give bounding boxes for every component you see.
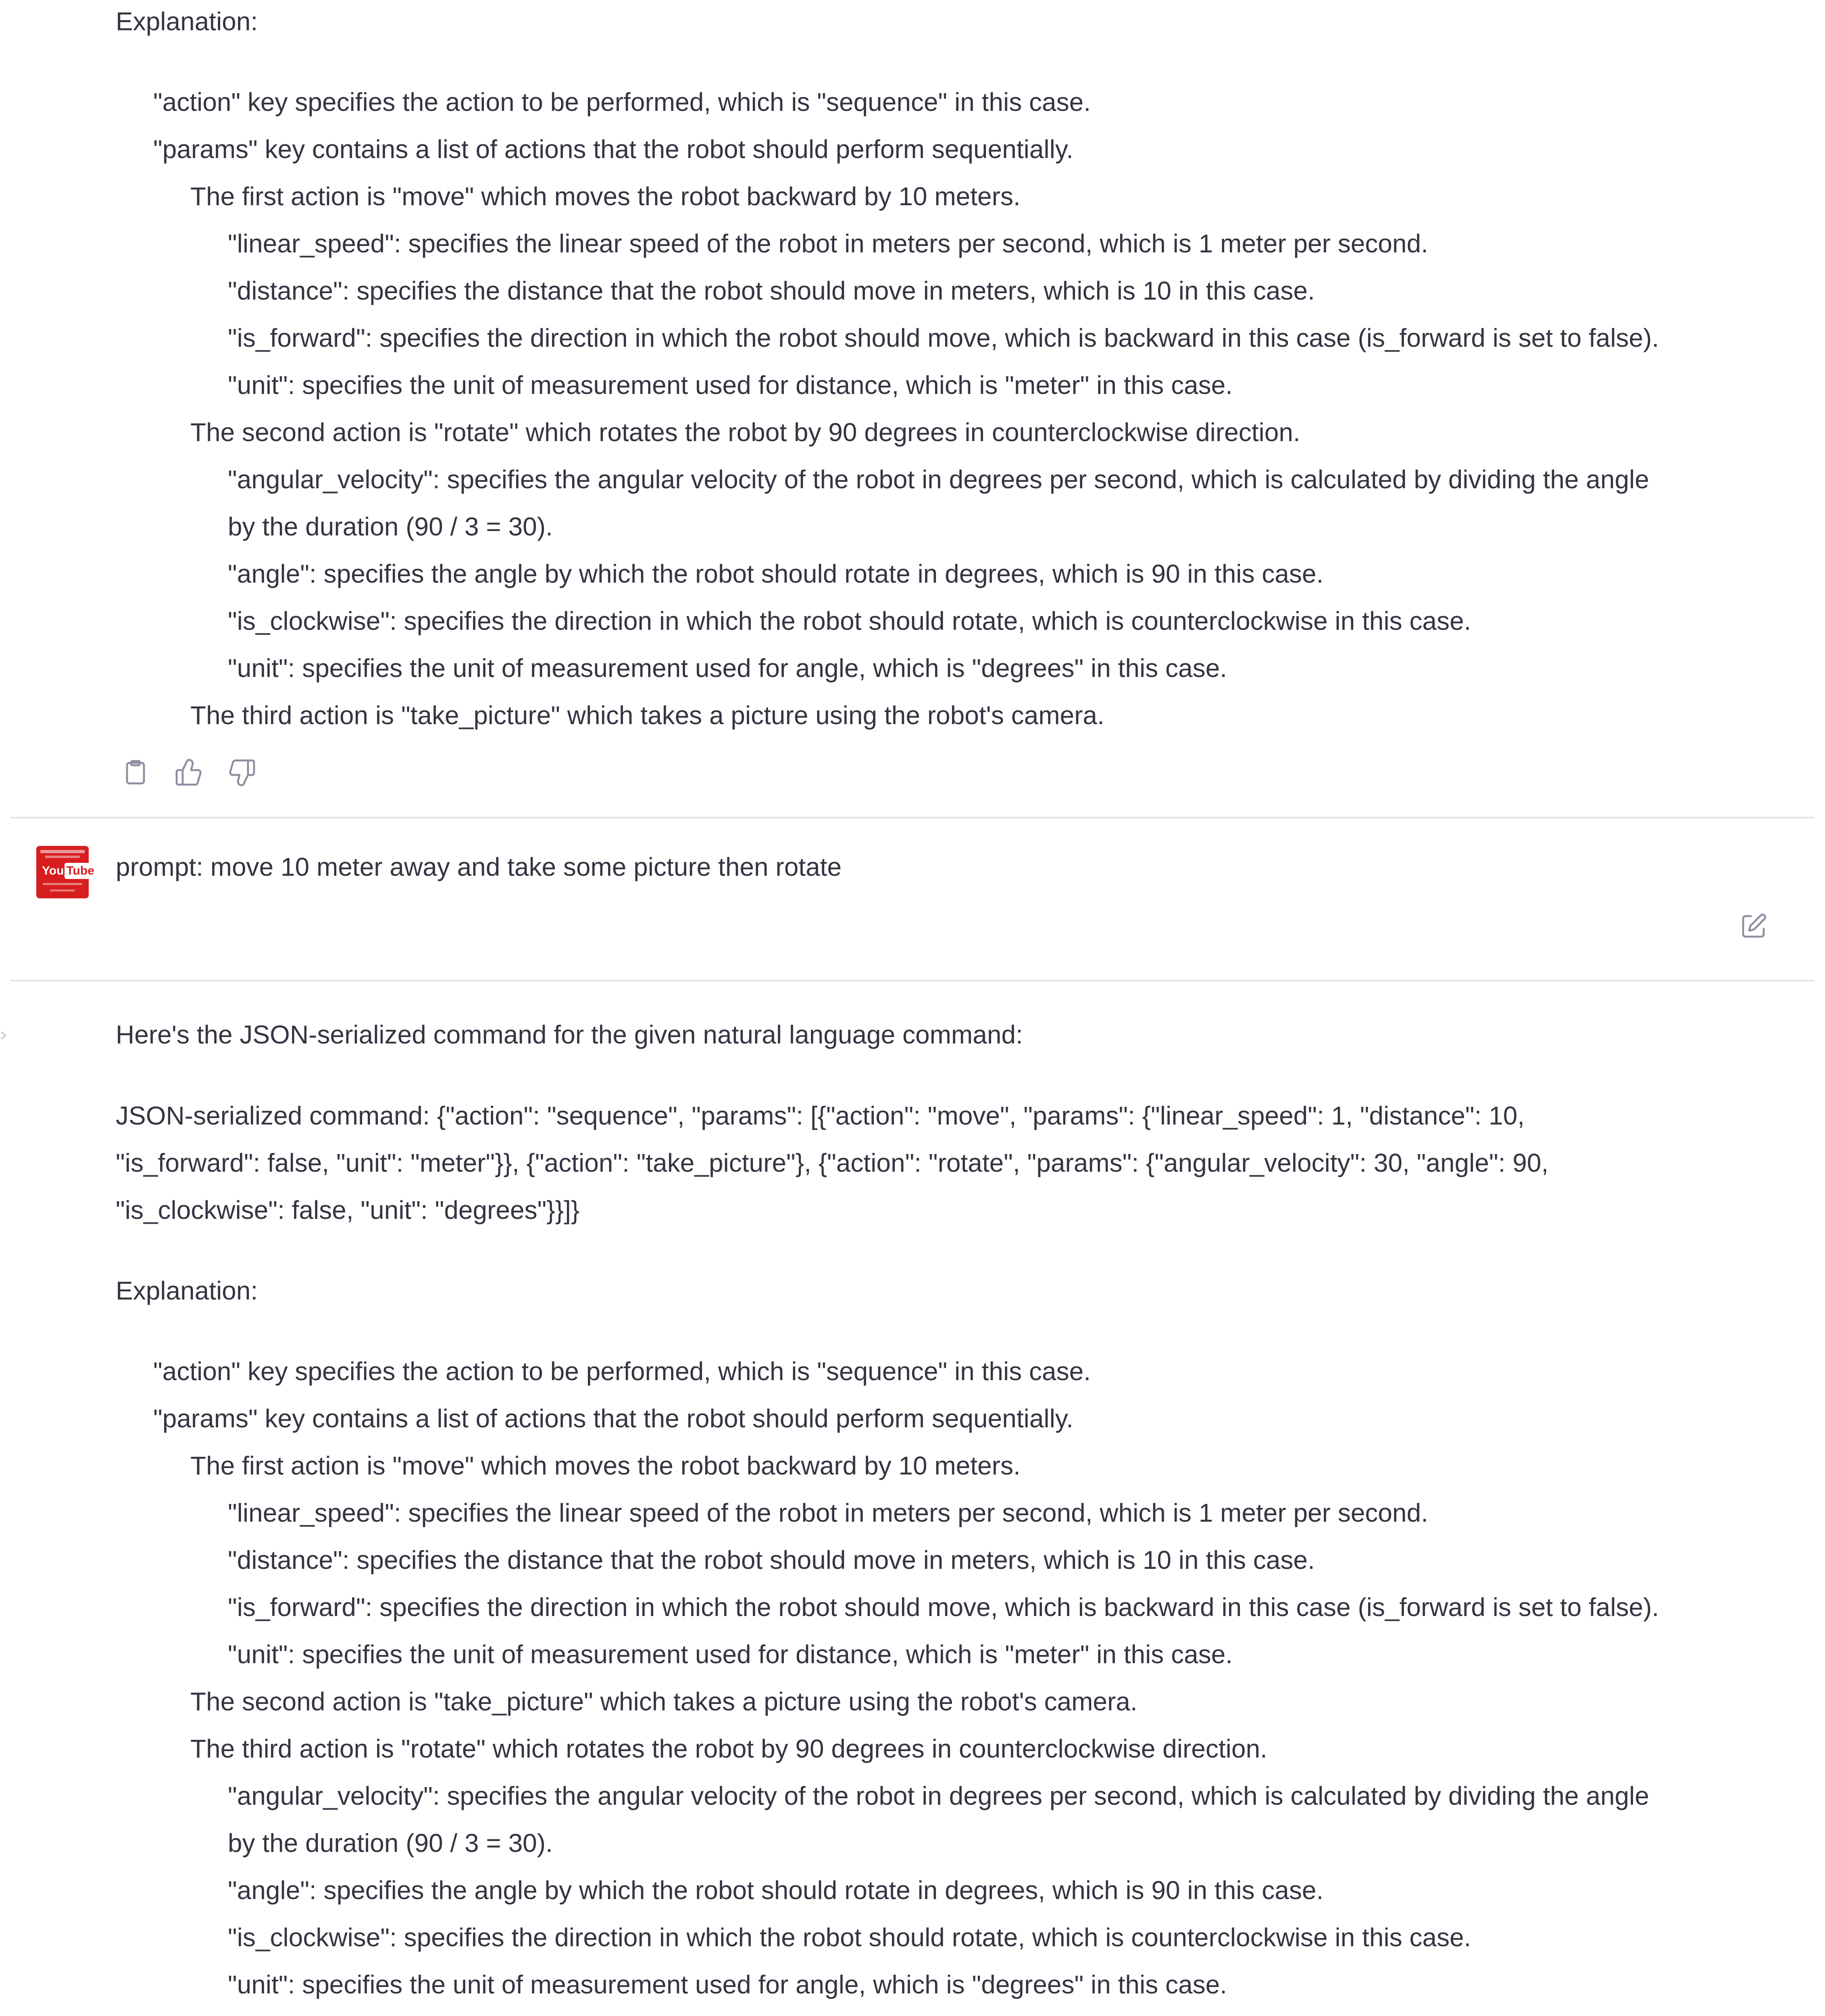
clipboard-icon[interactable] [121, 758, 150, 787]
explanation-line: "unit": specifies the unit of measurement used for distance, which is "meter" in this case. [228, 1640, 1233, 1669]
thumbs-up-icon[interactable] [174, 758, 203, 787]
explanation-line: "angular_velocity": specifies the angular velocity of the robot in degrees per second, which is calculated by dividing the angle [228, 1781, 1649, 1810]
explanation-line: by the duration (90 / 3 = 30). [228, 512, 553, 541]
explanation-line: The third action is "rotate" which rotates the robot by 90 degrees in counterclockwise direction. [190, 1734, 1267, 1763]
explanation-line: "distance": specifies the distance that the robot should move in meters, which is 10 in this case. [228, 1545, 1315, 1574]
explanation-line: "unit": specifies the unit of measurement used for distance, which is "meter" in this case. [228, 371, 1233, 400]
explanation-line: "linear_speed": specifies the linear speed of the robot in meters per second, which is 1 meter per second. [228, 229, 1428, 258]
edit-icon[interactable] [1740, 911, 1769, 940]
user-message-text: prompt: move 10 meter away and take some picture then rotate [116, 852, 842, 881]
json-command-line: JSON-serialized command: {"action": "sequence", "params": [{"action": "move", "params": {"linear_speed": 1, "distance": 10, [116, 1101, 1525, 1130]
json-command-line: "is_forward": false, "unit": "meter"}}, {"action": "take_picture"}, {"action": "rotate", "params": {"angular_velocity": 30, "angle": 90, [116, 1148, 1549, 1177]
explanation-line: "is_clockwise": specifies the direction in which the robot should rotate, which is counterclockwise in this case. [228, 1923, 1471, 1952]
explanation-line: "is_forward": specifies the direction in which the robot should move, which is backward in this case (is_forward is set to false). [228, 1593, 1659, 1622]
explanation-line: "action" key specifies the action to be performed, which is "sequence" in this case. [153, 87, 1091, 117]
explanation-line: "linear_speed": specifies the linear speed of the robot in meters per second, which is 1 meter per second. [228, 1498, 1428, 1527]
explanation-line: The second action is "rotate" which rotates the robot by 90 degrees in counterclockwise direction. [190, 418, 1300, 447]
explanation-line: "params" key contains a list of actions that the robot should perform sequentially. [153, 1404, 1073, 1433]
explanation-line: "params" key contains a list of actions that the robot should perform sequentially. [153, 135, 1073, 164]
youtube-logo: You Tube [41, 863, 96, 879]
message-divider [10, 817, 1815, 818]
explanation-line: "is_clockwise": specifies the direction in which the robot should rotate, which is counterclockwise in this case. [228, 606, 1471, 635]
explanation-line: "action" key specifies the action to be performed, which is "sequence" in this case. [153, 1357, 1091, 1386]
explanation-line: "angle": specifies the angle by which the robot should rotate in degrees, which is 90 in this case. [228, 559, 1324, 588]
explanation-line: "is_forward": specifies the direction in which the robot should move, which is backward in this case (is_forward is set to false). [228, 323, 1659, 352]
explanation-line: "angle": specifies the angle by which the robot should rotate in degrees, which is 90 in this case. [228, 1876, 1324, 1905]
explanation-line: by the duration (90 / 3 = 30). [228, 1829, 553, 1858]
explanation-heading: Explanation: [116, 1276, 258, 1305]
explanation-line: "unit": specifies the unit of measurement used for angle, which is "degrees" in this case. [228, 1970, 1227, 1999]
explanation-line: "unit": specifies the unit of measurement used for angle, which is "degrees" in this case. [228, 654, 1227, 683]
explanation-line: The third action is "take_picture" which takes a picture using the robot's camera. [190, 701, 1104, 730]
explanation-heading: Explanation: [116, 7, 258, 36]
message-divider [10, 980, 1815, 981]
avatar [36, 846, 94, 898]
explanation-line: The first action is "move" which moves the robot backward by 10 meters. [190, 182, 1021, 211]
json-command-line: "is_clockwise": false, "unit": "degrees"}}]} [116, 1195, 580, 1225]
response-intro: Here's the JSON-serialized command for the given natural language command: [116, 1020, 1023, 1049]
explanation-line: The first action is "move" which moves the robot backward by 10 meters. [190, 1451, 1021, 1480]
explanation-line: "distance": specifies the distance that the robot should move in meters, which is 10 in this case. [228, 276, 1315, 305]
chevron-right-icon [0, 1027, 8, 1043]
thumbs-down-icon[interactable] [227, 758, 256, 787]
explanation-line: The second action is "take_picture" which takes a picture using the robot's camera. [190, 1687, 1138, 1716]
explanation-line: "angular_velocity": specifies the angular velocity of the robot in degrees per second, which is calculated by dividing the angle [228, 465, 1649, 494]
